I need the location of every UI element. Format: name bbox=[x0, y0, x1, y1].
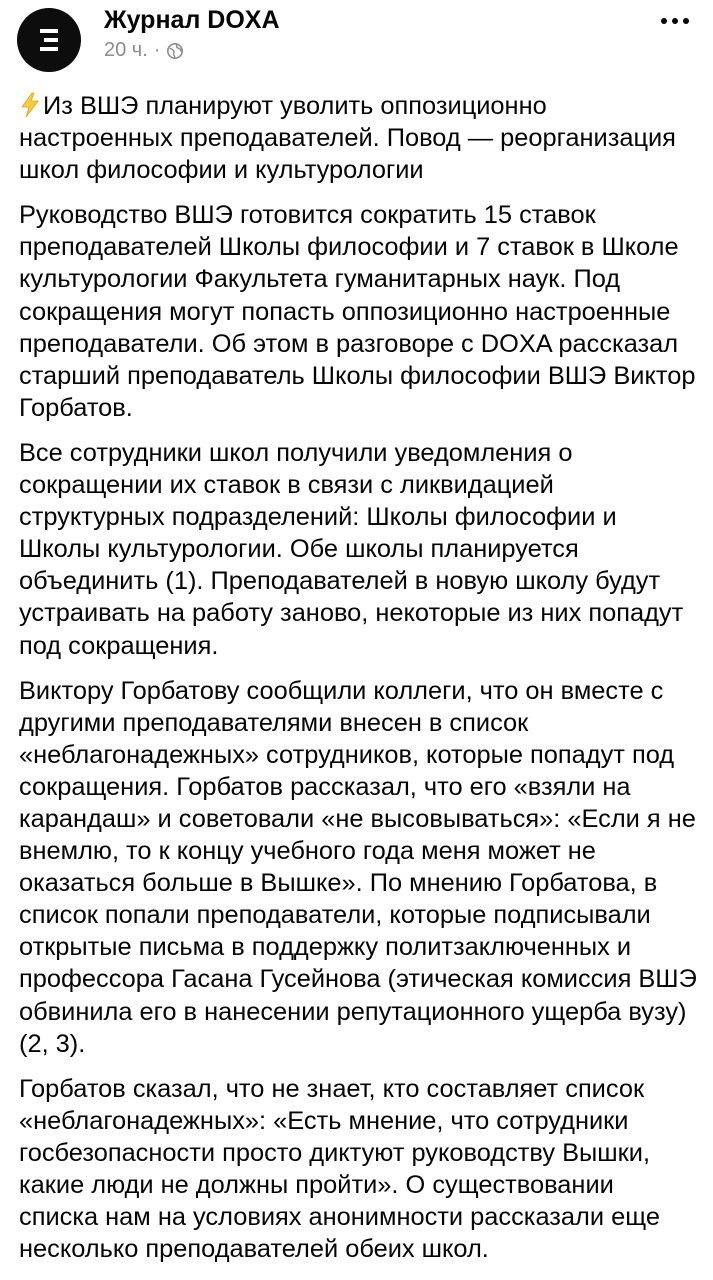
post-meta bbox=[104, 39, 184, 62]
page-name[interactable]: Журнал DOXA bbox=[104, 6, 280, 34]
more-options-button[interactable] bbox=[661, 18, 689, 24]
page-avatar[interactable] bbox=[17, 8, 81, 72]
post-paragraph: Руководство ВШЭ готовится сократить 15 ставок преподавателей Школы философии и 7 ставок в Школе культурологии Факультета гуманитарных наук. Под сокращения могут попасть оппозиционно настроенные преподаватели. Об этом в разговоре с DOXA рассказал старший преподаватель Школы философии ВШЭ Виктор Горбатов. bbox=[19, 201, 696, 422]
more-horizontal-icon bbox=[661, 18, 667, 24]
headline-text: Из ВШЭ планируют уволить оппозиционно настроенных преподавателей. Повод — реорганизация школ философии и культурологии bbox=[19, 92, 676, 185]
post-body bbox=[19, 90, 699, 1278]
doxa-logo-icon bbox=[40, 29, 58, 51]
post-headline bbox=[19, 90, 699, 186]
globe-icon bbox=[166, 42, 184, 60]
post-paragraph: Виктору Горбатову сообщили коллеги, что он вместе с другими преподавателями внесен в список «неблагонадежных» сотрудников, которые попадут под сокращения. Горбатов рассказал, что его «взяли на карандаш» и советовали «не высовываться»: «Если я не внемлю, то к концу учебного года меня может не оказаться больше в Вышке». По мнению Горбатова, в список попали преподаватели, которые подписывали открытые письма в поддержку политзаключенных и профессора Гасана Гусейнова (этическая комиссия ВШЭ обвинила его в нанесении репутационного ущерба вузу) (2, 3). bbox=[19, 676, 697, 1058]
post-timestamp[interactable]: 20 ч. bbox=[104, 39, 148, 61]
post-header bbox=[0, 0, 713, 80]
post-paragraph: Все сотрудники школ получили уведомления о сокращении их ставок в связи с ликвидацией структурных подразделений: Школы философии и Школы культурологии. Обе школы планируется объединить (1). Преподавателей в новую школу будут устраивать на работу заново, некоторые из них попадут под сокращения. bbox=[19, 438, 684, 660]
post-paragraph: Горбатов сказал, что не знает, кто составляет список «неблагонадежных»: «Есть мнение, что сотрудники госбезопасности просто диктуют руководству Вышки, какие люди не должны пройти». О существовании списка нам на условиях анонимности рассказали еще несколько преподавателей обеих школ. bbox=[19, 1074, 660, 1264]
meta-separator: · bbox=[153, 39, 161, 61]
lightning-bolt-icon bbox=[19, 92, 41, 118]
